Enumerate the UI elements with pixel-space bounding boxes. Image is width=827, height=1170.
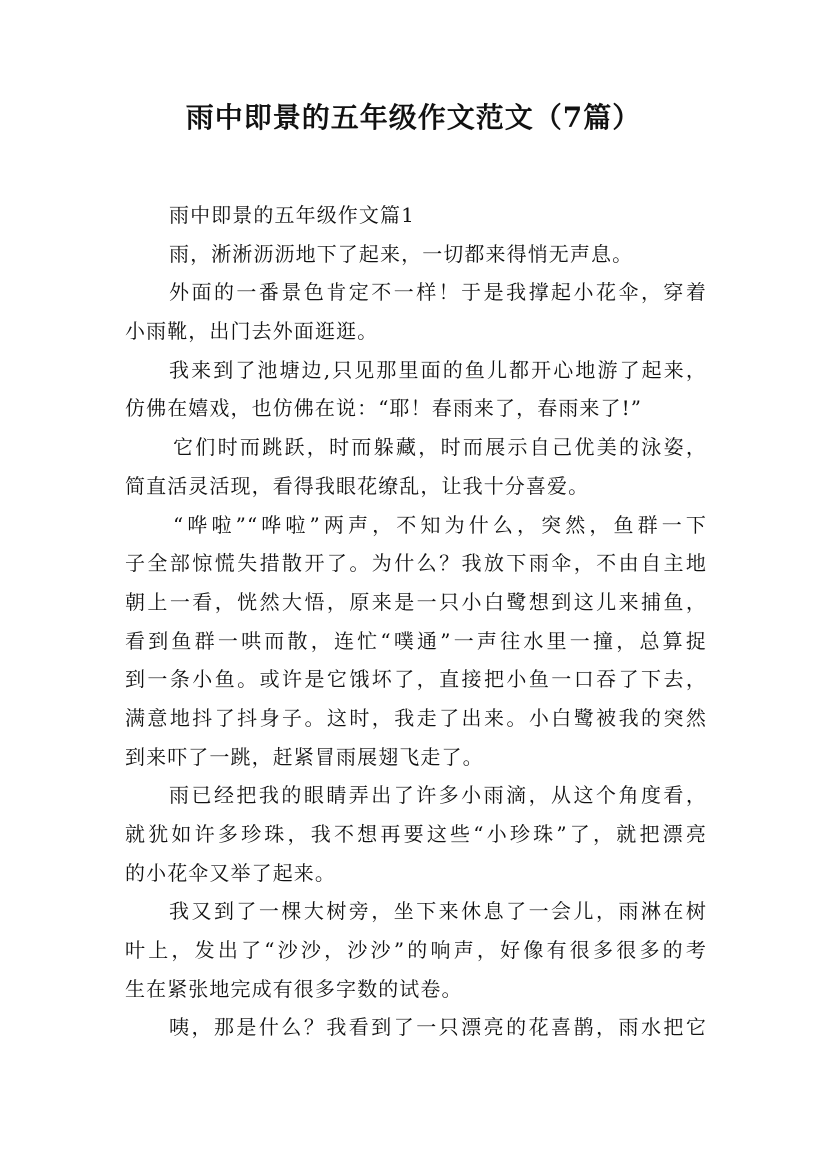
paragraph-line: 生在紧张地完成有很多字数的试卷。 [125,976,463,1001]
paragraph-line: 我来到了池塘边,只见那里面的鱼儿都开心地游了起来， [169,357,707,382]
paragraph-line: 叶上，发出了“沙沙，沙沙”的响声，好像有很多很多的考 [125,938,707,963]
paragraph-line: 满意地抖了抖身子。这时，我走了出来。小白鹭被我的突然 [125,705,707,730]
paragraph-line: “哗啦”“哗啦”两声，不知为什么，突然，鱼群一下 [173,512,707,537]
document-body [125,196,707,1047]
paragraph-line: 子全部惊慌失措散开了。为什么？我放下雨伞，不由自主地 [125,551,707,576]
paragraph-line: 咦，那是什么？我看到了一只漂亮的花喜鹊，雨水把它 [169,1015,707,1040]
paragraph-line: 就犹如许多珍珠，我不想再要这些“小珍珠”了，就把漂亮 [125,822,707,846]
paragraph-line: 雨，淅淅沥沥地下了起来，一切都来得悄无声息。 [169,241,634,266]
paragraph-line: 看到鱼群一哄而散，连忙“噗通”一声往水里一撞，总算捉 [125,628,707,653]
document-title: 雨中即景的五年级作文范文（7篇） [185,101,642,134]
paragraph-line: 的小花伞又举了起来。 [125,860,336,885]
paragraph-line: 简直活灵活现，看得我眼花缭乱，让我十分喜爱。 [125,473,590,498]
paragraph-line: 到一条小鱼。或许是它饿坏了，直接把小鱼一口吞了下去， [125,667,707,692]
paragraph-line: 它们时而跳跃，时而躲藏，时而展示自己优美的泳姿， [173,435,707,460]
paragraph-line: 仿佛在嬉戏，也仿佛在说：“耶！春雨来了，春雨来了!” [125,396,643,421]
paragraph-line: 我又到了一棵大树旁，坐下来休息了一会儿，雨淋在树 [169,899,707,924]
paragraph-line: 外面的一番景色肯定不一样！于是我撑起小花伞，穿着 [169,280,707,305]
paragraph-line: 到来吓了一跳，赶紧冒雨展翅飞走了。 [125,744,484,769]
article-subtitle: 雨中即景的五年级作文篇1 [169,203,415,227]
paragraph-line: 小雨靴，出门去外面逛逛。 [125,319,379,344]
paragraph-line: 雨已经把我的眼睛弄出了许多小雨滴，从这个角度看， [169,783,707,808]
paragraph-line: 朝上一看，恍然大悟，原来是一只小白鹭想到这儿来捕鱼， [125,589,707,614]
